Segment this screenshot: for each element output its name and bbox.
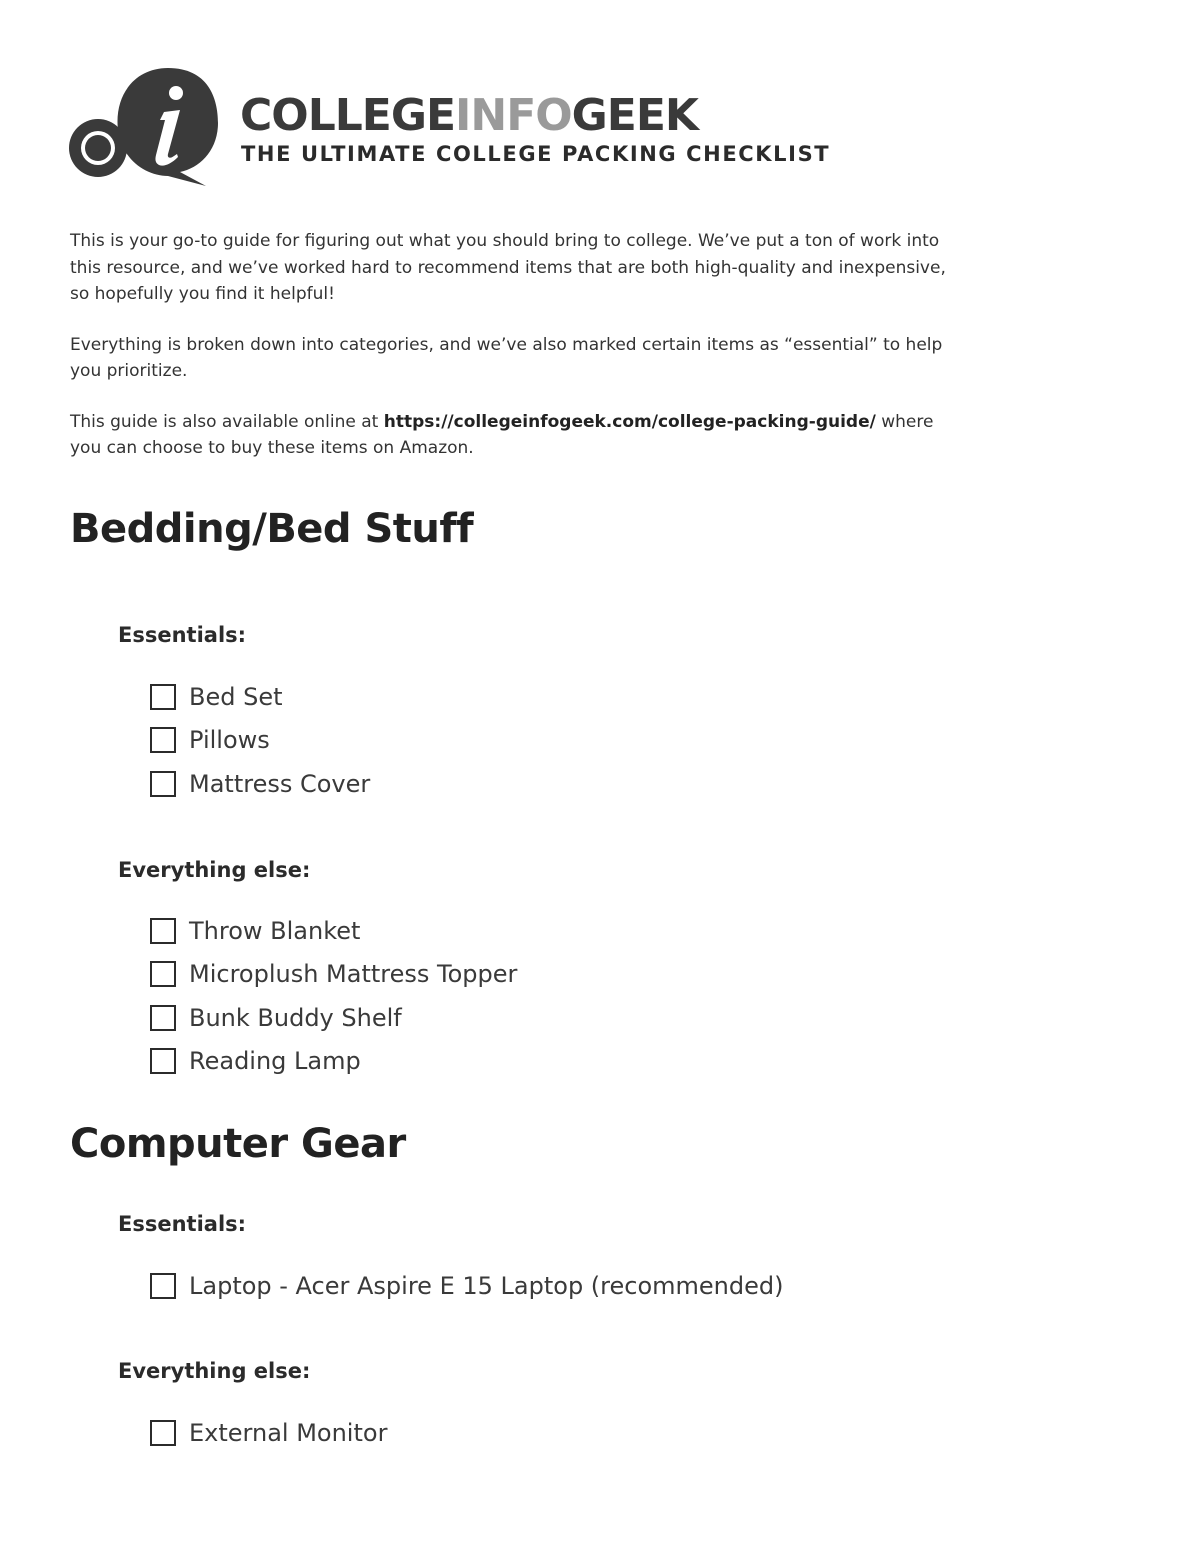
checkbox[interactable] — [150, 771, 176, 797]
guide-link[interactable]: https://collegeinfogeek.com/college-packing-guide/ — [383, 411, 876, 432]
checklist-item-label: Bunk Buddy Shelf — [189, 1003, 402, 1032]
checklist-computer-else — [150, 1411, 387, 1455]
checklist-computer-essentials — [150, 1264, 783, 1308]
intro-paragraph-3 — [70, 409, 950, 462]
checkbox[interactable] — [150, 1048, 176, 1074]
info-speech-bubble-icon — [68, 68, 218, 186]
group-title-bedding-else: Everything else: — [118, 858, 311, 882]
page-title: THE ULTIMATE COLLEGE PACKING CHECKLIST — [241, 142, 831, 166]
brand-college: COLLEGE — [240, 90, 455, 141]
brand-geek: GEEK — [571, 90, 698, 141]
checklist-item[interactable] — [150, 719, 370, 763]
checklist-item[interactable] — [150, 996, 517, 1040]
intro-paragraph-3-suffix: where you can choose to buy these items on Amazon. — [70, 411, 934, 458]
group-title-bedding-essentials: Essentials: — [118, 623, 247, 647]
checklist-item[interactable] — [150, 1040, 517, 1084]
checkbox[interactable] — [150, 1273, 176, 1299]
brand-logotype — [240, 92, 698, 140]
checklist-item[interactable] — [150, 1264, 783, 1308]
checklist-item-label: Pillows — [189, 726, 270, 755]
brand-info: INFO — [455, 90, 572, 141]
section-title-computer-gear: Computer Gear — [70, 1121, 406, 1167]
checklist-item-label: Throw Blanket — [189, 916, 361, 945]
checkbox[interactable] — [150, 684, 176, 710]
checklist-bedding-essentials — [150, 675, 370, 806]
intro-text — [70, 228, 950, 486]
checklist-item[interactable] — [150, 762, 370, 806]
checkbox[interactable] — [150, 918, 176, 944]
checklist-bedding-else — [150, 909, 517, 1083]
checkbox[interactable] — [150, 961, 176, 987]
checkbox[interactable] — [150, 1005, 176, 1031]
checklist-item-label: Bed Set — [189, 682, 283, 711]
checkbox[interactable] — [150, 1420, 176, 1446]
page-header — [68, 68, 888, 188]
intro-paragraph-1: This is your go-to guide for figuring out what you should bring to college. We’ve put a ton of work into this resource, and we’ve worked hard to recommend items that are both high-quality and inexpensive, so hopefully you find it helpful! — [70, 231, 946, 304]
checklist-item-label: External Monitor — [189, 1418, 388, 1447]
intro-paragraph-2: Everything is broken down into categories, and we’ve also marked certain items as “essential” to help you prioritize. — [70, 334, 943, 381]
group-title-computer-else: Everything else: — [118, 1359, 311, 1383]
checklist-item-label: Reading Lamp — [189, 1047, 361, 1076]
checklist-item-label: Microplush Mattress Topper — [189, 960, 518, 989]
checklist-item[interactable] — [150, 1411, 387, 1455]
group-title-computer-essentials: Essentials: — [118, 1212, 247, 1236]
checklist-item[interactable] — [150, 909, 517, 953]
section-title-bedding: Bedding/Bed Stuff — [70, 506, 474, 552]
checkbox[interactable] — [150, 727, 176, 753]
checklist-item[interactable] — [150, 953, 517, 997]
checklist-item-label: Mattress Cover — [189, 769, 371, 798]
checklist-item-label: Laptop - Acer Aspire E 15 Laptop (recommended) — [189, 1271, 784, 1300]
checklist-item[interactable] — [150, 675, 370, 719]
intro-paragraph-3-prefix: This guide is also available online at — [70, 411, 384, 432]
